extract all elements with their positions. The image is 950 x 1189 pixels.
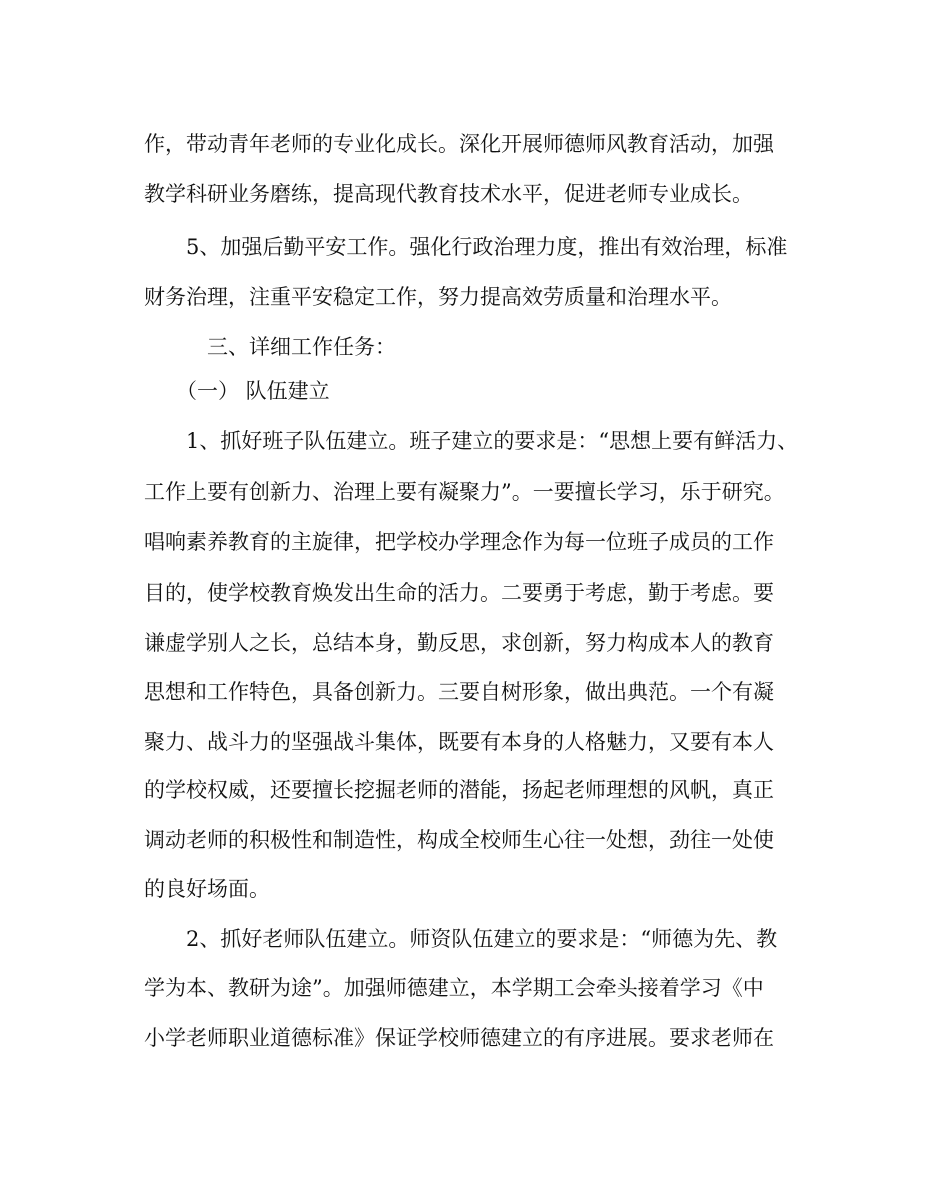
- paragraph-start-line: 5、加强后勤平安工作。强化行政治理力度，推出有效治理，标准: [186, 235, 788, 259]
- text-line: 的良好场面。: [144, 877, 270, 901]
- subsection-heading: （一） 队伍建立: [176, 379, 330, 403]
- text-line: 学为本、教研为途”。加强师德建立，本学期工会牵头接着学习《中: [144, 976, 764, 1000]
- text-line: 财务治理，注重平安稳定工作，努力提高效劳质量和治理水平。: [144, 285, 732, 309]
- text-line: 唱响素养教育的主旋律，把学校办学理念作为每一位班子成员的工作: [144, 530, 774, 554]
- paragraph-start-line: 2、抓好老师队伍建立。师资队伍建立的要求是：“师德为先、教: [186, 927, 778, 951]
- paragraph-start-line: 1、抓好班子队伍建立。班子建立的要求是：“思想上要有鲜活力、: [186, 429, 799, 453]
- text-line: 目的，使学校教育焕发出生命的活力。二要勇于考虑，勤于考虑。要: [144, 581, 774, 605]
- text-line: 思想和工作特色，具备创新力。三要自树形象，做出典范。一个有凝: [144, 680, 774, 704]
- text-line: 教学科研业务磨练，提高现代教育技术水平，促进老师专业成长。: [144, 182, 753, 206]
- text-line: 的学校权威，还要擅长挖掘老师的潜能，扬起老师理想的风帆，真正: [144, 778, 774, 802]
- text-line: 聚力、战斗力的坚强战斗集体，既要有本身的人格魅力，又要有本人: [144, 730, 774, 754]
- text-line: 谦虚学别人之长，总结本身，勤反思，求创新，努力构成本人的教育: [144, 631, 774, 655]
- text-line: 小学老师职业道德标准》保证学校师德建立的有序进展。要求老师在: [144, 1026, 774, 1050]
- text-line: 调动老师的积极性和制造性，构成全校师生心往一处想，劲往一处使: [144, 828, 774, 852]
- section-heading: 三、详细工作任务：: [207, 335, 396, 359]
- text-line: 作，带动青年老师的专业化成长。深化开展师德师风教育活动，加强: [144, 132, 774, 156]
- text-line: 工作上要有创新力、治理上要有凝聚力”。一要擅长学习，乐于研究。: [144, 480, 785, 504]
